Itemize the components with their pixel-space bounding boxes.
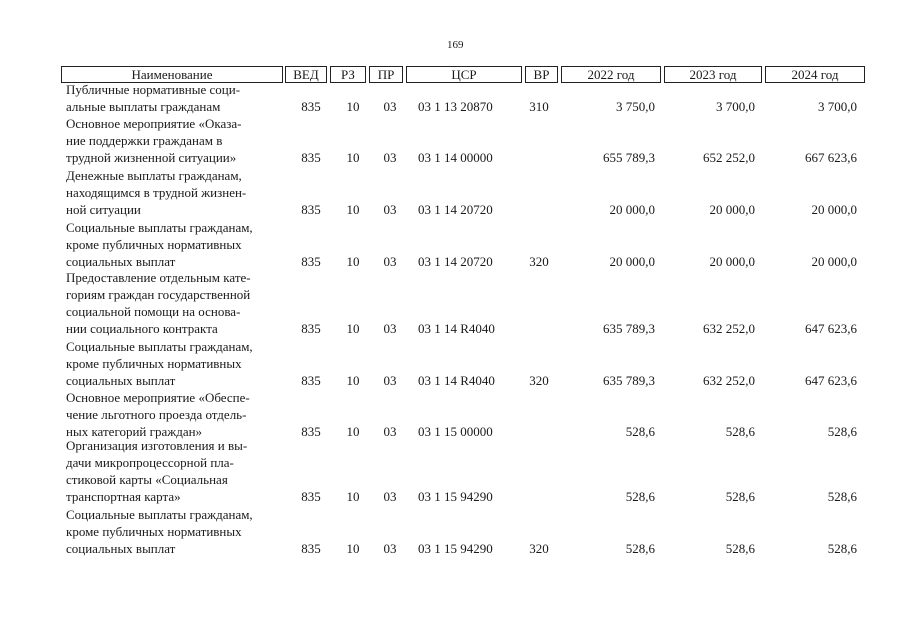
- row-name-line: Основное мероприятие «Обеспе-: [66, 390, 250, 405]
- row-2023: 528,6: [725, 489, 755, 504]
- table-row: [0, 81, 905, 115]
- row-ved: 835: [301, 373, 321, 388]
- row-csr: 03 1 14 R4040: [418, 373, 495, 388]
- row-name: [66, 219, 288, 270]
- row-ved: 835: [301, 321, 321, 336]
- row-name-line: Социальные выплаты гражданам,: [66, 220, 253, 235]
- row-pr: 03: [383, 424, 397, 439]
- header-name: Наименование: [61, 66, 283, 83]
- row-2022: 20 000,0: [609, 254, 655, 269]
- row-2023: 20 000,0: [709, 202, 755, 217]
- table-row: [0, 269, 905, 337]
- row-name-line: Организация изготовления и вы-: [66, 438, 248, 453]
- row-name: [66, 167, 288, 218]
- row-2022: 528,6: [625, 489, 655, 504]
- row-2022: 528,6: [625, 424, 655, 439]
- row-rz: 10: [346, 254, 360, 269]
- row-name-line: транспортная карта»: [66, 489, 181, 504]
- row-ved: 835: [301, 202, 321, 217]
- row-2022: 528,6: [625, 541, 655, 556]
- row-2024: 528,6: [827, 424, 857, 439]
- row-csr: 03 1 15 94290: [418, 489, 493, 504]
- row-name-line: нии социального контракта: [66, 321, 218, 336]
- row-pr: 03: [383, 541, 397, 556]
- table-row: [0, 437, 905, 505]
- row-pr: 03: [383, 489, 397, 504]
- row-name-line: трудной жизненной ситуации»: [66, 150, 237, 165]
- row-2023: 3 700,0: [716, 99, 755, 114]
- header-ved: ВЕД: [285, 66, 327, 83]
- row-ved: 835: [301, 254, 321, 269]
- row-rz: 10: [346, 424, 360, 439]
- row-ved: 835: [301, 541, 321, 556]
- row-2023: 632 252,0: [703, 321, 755, 336]
- row-name: [66, 437, 288, 505]
- row-name-line: Публичные нормативные соци-: [66, 82, 241, 97]
- row-name-line: Основное мероприятие «Оказа-: [66, 116, 242, 131]
- row-pr: 03: [383, 321, 397, 336]
- row-name-line: социальной помощи на основа-: [66, 304, 241, 319]
- row-rz: 10: [346, 373, 360, 388]
- row-pr: 03: [383, 254, 397, 269]
- row-2023: 632 252,0: [703, 373, 755, 388]
- page-number: 169: [447, 39, 464, 51]
- row-name-line: кроме публичных нормативных: [66, 356, 242, 371]
- row-csr: 03 1 15 94290: [418, 541, 493, 556]
- header-vr: ВР: [525, 66, 558, 83]
- row-2022: 3 750,0: [616, 99, 655, 114]
- table-row: [0, 506, 905, 557]
- row-ved: 835: [301, 424, 321, 439]
- header-2022: 2022 год: [561, 66, 661, 83]
- row-ved: 835: [301, 99, 321, 114]
- row-rz: 10: [346, 150, 360, 165]
- row-name-line: альные выплаты гражданам: [66, 99, 221, 114]
- row-ved: 835: [301, 150, 321, 165]
- row-rz: 10: [346, 321, 360, 336]
- row-2024: 20 000,0: [811, 202, 857, 217]
- table-row: [0, 219, 905, 270]
- table-row: [0, 167, 905, 218]
- row-2023: 528,6: [725, 541, 755, 556]
- row-2022: 635 789,3: [603, 321, 655, 336]
- row-ved: 835: [301, 489, 321, 504]
- row-name-line: стиковой карты «Социальная: [66, 472, 228, 487]
- table-row: [0, 389, 905, 440]
- row-2024: 647 623,6: [805, 373, 857, 388]
- row-2022: 655 789,3: [603, 150, 655, 165]
- table-row: [0, 338, 905, 389]
- row-2024: 647 623,6: [805, 321, 857, 336]
- row-2024: 528,6: [827, 541, 857, 556]
- row-name-line: Социальные выплаты гражданам,: [66, 339, 253, 354]
- header-pr: ПР: [369, 66, 403, 83]
- row-2024: 20 000,0: [811, 254, 857, 269]
- row-name-line: находящимся в трудной жизнен-: [66, 185, 247, 200]
- row-2024: 528,6: [827, 489, 857, 504]
- row-name-line: ние поддержки гражданам в: [66, 133, 223, 148]
- row-name-line: социальных выплат: [66, 541, 176, 556]
- row-name-line: кроме публичных нормативных: [66, 237, 242, 252]
- row-csr: 03 1 14 R4040: [418, 321, 495, 336]
- row-name-line: Денежные выплаты гражданам,: [66, 168, 242, 183]
- row-vr: 320: [529, 541, 549, 556]
- row-vr: 320: [529, 373, 549, 388]
- row-rz: 10: [346, 489, 360, 504]
- row-name: [66, 389, 288, 440]
- row-pr: 03: [383, 150, 397, 165]
- row-2023: 20 000,0: [709, 254, 755, 269]
- row-name-line: социальных выплат: [66, 254, 176, 269]
- row-csr: 03 1 13 20870: [418, 99, 493, 114]
- row-name-line: Социальные выплаты гражданам,: [66, 507, 253, 522]
- row-name-line: Предоставление отдельным кате-: [66, 270, 251, 285]
- row-name-line: чение льготного проезда отдель-: [66, 407, 247, 422]
- header-csr: ЦСР: [406, 66, 522, 83]
- row-name-line: ной ситуации: [66, 202, 141, 217]
- row-vr: 310: [529, 99, 549, 114]
- row-csr: 03 1 14 20720: [418, 254, 493, 269]
- row-rz: 10: [346, 99, 360, 114]
- header-rz: РЗ: [330, 66, 366, 83]
- row-name: [66, 506, 288, 557]
- row-name-line: дачи микропроцессорной пла-: [66, 455, 234, 470]
- table-row: [0, 115, 905, 166]
- row-name: [66, 338, 288, 389]
- row-name-line: социальных выплат: [66, 373, 176, 388]
- row-2023: 528,6: [725, 424, 755, 439]
- row-pr: 03: [383, 373, 397, 388]
- row-2024: 667 623,6: [805, 150, 857, 165]
- row-rz: 10: [346, 202, 360, 217]
- row-csr: 03 1 14 00000: [418, 150, 493, 165]
- row-pr: 03: [383, 99, 397, 114]
- header-2023: 2023 год: [664, 66, 762, 83]
- header-2024: 2024 год: [765, 66, 865, 83]
- row-csr: 03 1 14 20720: [418, 202, 493, 217]
- row-2022: 635 789,3: [603, 373, 655, 388]
- row-name-line: ных категорий граждан»: [66, 424, 203, 439]
- row-name: [66, 81, 288, 115]
- row-2022: 20 000,0: [609, 202, 655, 217]
- row-name: [66, 115, 288, 166]
- row-rz: 10: [346, 541, 360, 556]
- row-2024: 3 700,0: [818, 99, 857, 114]
- row-name-line: кроме публичных нормативных: [66, 524, 242, 539]
- row-name-line: гориям граждан государственной: [66, 287, 251, 302]
- row-csr: 03 1 15 00000: [418, 424, 493, 439]
- row-name: [66, 269, 288, 337]
- row-2023: 652 252,0: [703, 150, 755, 165]
- row-pr: 03: [383, 202, 397, 217]
- row-vr: 320: [529, 254, 549, 269]
